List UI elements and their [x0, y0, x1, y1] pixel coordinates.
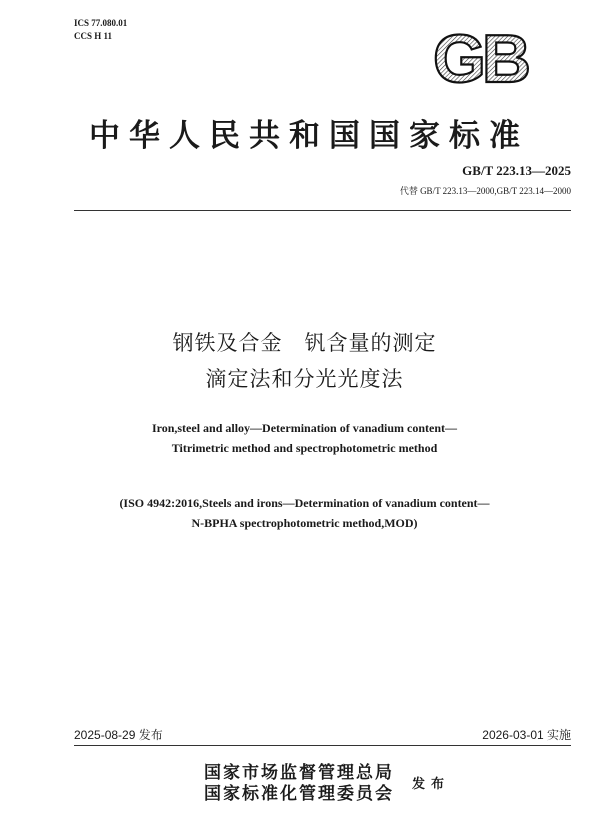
english-title-line-1: Iron,steel and alloy—Determination of vanadium content—	[151, 421, 458, 435]
replaces-note: 代替 GB/T 223.13—2000,GB/T 223.14—2000	[399, 186, 571, 196]
chinese-title-line-1: 钢铁及合金 钒含量的测定	[172, 331, 437, 355]
logo-text: GB	[433, 26, 527, 88]
header-divider	[74, 210, 571, 211]
ics-code: ICS 77.080.01	[74, 18, 128, 28]
iso-reference-line-1: (ISO 4942:2016,Steels and irons—Determination of vanadium content—	[119, 496, 490, 510]
english-title-line-2: Titrimetric method and spectrophotometric method	[171, 441, 438, 455]
publish-label: 发布	[412, 777, 451, 792]
ccs-code: CCS H 11	[74, 31, 113, 41]
issuer-samr: 国家市场监督管理总局	[204, 763, 394, 783]
gb-standard-logo	[420, 26, 540, 88]
standard-number: GB/T 223.13—2025	[462, 163, 571, 178]
classification-codes	[74, 17, 127, 43]
issuer-sac: 国家标准化管理委员会	[204, 784, 394, 804]
national-standard-title: 中华人民共和国国家标准	[89, 118, 529, 154]
iso-reference-line-2: N-BPHA spectrophotometric method,MOD)	[191, 516, 418, 530]
implementation-date: 2026-03-01 实施	[482, 728, 571, 742]
issue-date: 2025-08-29 发布	[74, 728, 163, 742]
chinese-title-line-2: 滴定法和分光光度法	[205, 367, 404, 391]
issuing-authorities	[204, 763, 394, 805]
footer-divider	[74, 745, 571, 746]
